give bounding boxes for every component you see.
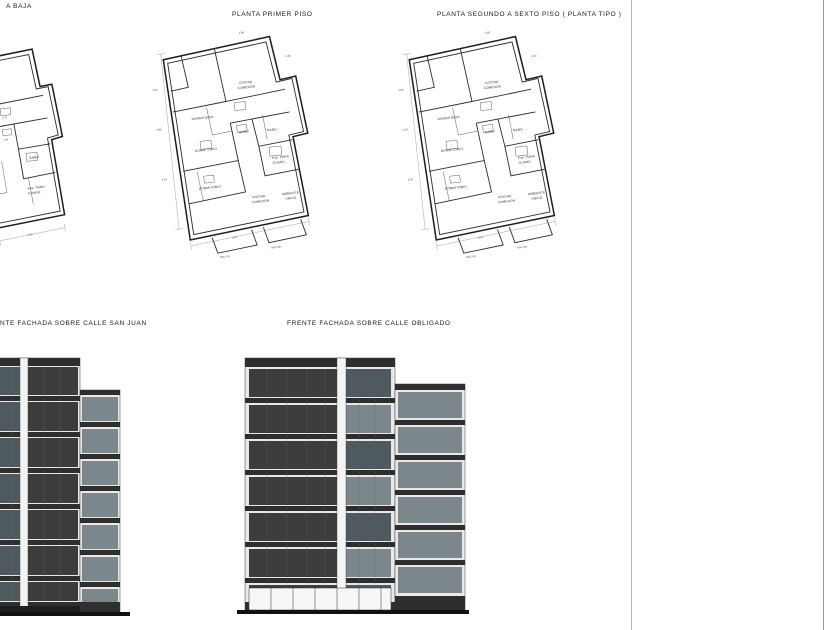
- svg-text:COMEDOR: COMEDOR: [251, 198, 270, 205]
- elevation-san-juan: [0, 340, 180, 620]
- svg-text:2.70: 2.70: [1, 116, 7, 120]
- svg-text:GUARD.: GUARD.: [27, 189, 42, 196]
- svg-text:AMBIENTE: AMBIENTE: [281, 190, 300, 197]
- svg-text:UNICO: UNICO: [531, 195, 543, 201]
- elevation-title-left: NTE FACHADA SOBRE CALLE SAN JUAN: [0, 320, 147, 327]
- sheet-border-inner: [631, 0, 632, 630]
- svg-text:DORMITORIO: DORMITORIO: [194, 146, 218, 153]
- svg-text:COCINA: COCINA: [484, 79, 499, 85]
- svg-text:1.80: 1.80: [484, 31, 491, 35]
- svg-text:DORMITORIO: DORMITORIO: [437, 114, 460, 122]
- plan-title-typical: PLANTA SEGUNDO A SEXTO PISO ( PLANTA TIPO ): [437, 11, 622, 18]
- svg-text:GUARD.: GUARD.: [518, 159, 533, 165]
- svg-text:COMEDOR: COMEDOR: [483, 84, 502, 91]
- svg-text:UNICO: UNICO: [285, 195, 297, 201]
- svg-text:AMBIENTE: AMBIENTE: [527, 190, 546, 197]
- floor-plan-ground: [0, 30, 90, 260]
- svg-text:BALCON: BALCON: [220, 254, 231, 259]
- elevation-obligado: [237, 340, 497, 620]
- svg-text:4.20: 4.20: [161, 178, 168, 182]
- floor-plan-typical: [396, 22, 581, 257]
- svg-text:BAÑO: BAÑO: [239, 129, 250, 135]
- svg-text:Esp. PARA: Esp. PARA: [271, 154, 290, 160]
- svg-text:GUARD.: GUARD.: [272, 159, 287, 165]
- svg-text:COCINA: COCINA: [238, 79, 253, 85]
- floor-plan-first: [150, 22, 335, 257]
- sheet-border-outer: [823, 0, 824, 630]
- svg-text:COCINA: COCINA: [497, 193, 512, 200]
- svg-text:2.95: 2.95: [398, 88, 404, 93]
- svg-text:Esp. PARA: Esp. PARA: [27, 184, 45, 191]
- svg-text:BALCON: BALCON: [466, 254, 477, 259]
- svg-text:COCINA: COCINA: [251, 193, 266, 200]
- svg-text:DORMITORIO: DORMITORIO: [198, 184, 222, 191]
- svg-text:2.55: 2.55: [531, 54, 537, 58]
- elevation-title-right: FRENTE FACHADA SOBRE CALLE OBLIGADO: [287, 320, 451, 327]
- svg-text:BAÑO: BAÑO: [513, 127, 523, 133]
- svg-text:8.47: 8.47: [478, 236, 484, 240]
- svg-text:4.20: 4.20: [407, 178, 414, 182]
- svg-text:COMEDOR: COMEDOR: [497, 198, 516, 205]
- svg-text:BAÑO: BAÑO: [29, 155, 40, 161]
- svg-text:DORMITORIO: DORMITORIO: [444, 184, 468, 191]
- svg-text:3.40: 3.40: [402, 128, 408, 132]
- svg-text:BALCON: BALCON: [517, 245, 528, 250]
- svg-text:Esp. PARA: Esp. PARA: [517, 154, 536, 160]
- svg-text:DORMITORIO: DORMITORIO: [440, 146, 464, 153]
- svg-text:2.55: 2.55: [285, 54, 291, 58]
- plan-title-first: PLANTA PRIMER PISO: [232, 11, 313, 18]
- svg-text:2.95: 2.95: [152, 88, 158, 93]
- svg-text:1.80: 1.80: [238, 31, 245, 35]
- svg-text:3.60: 3.60: [27, 233, 33, 237]
- svg-text:DORMITORIO: DORMITORIO: [191, 114, 214, 122]
- svg-text:COMEDOR: COMEDOR: [237, 84, 256, 91]
- svg-text:BALCON: BALCON: [271, 245, 282, 250]
- plan-title-ground: A BAJA: [6, 3, 32, 10]
- svg-text:BAÑO: BAÑO: [267, 127, 277, 133]
- svg-text:3.40: 3.40: [156, 128, 162, 132]
- svg-text:8.47: 8.47: [232, 236, 238, 240]
- svg-text:BAÑO: BAÑO: [485, 129, 496, 135]
- svg-text:1.80: 1.80: [3, 138, 9, 142]
